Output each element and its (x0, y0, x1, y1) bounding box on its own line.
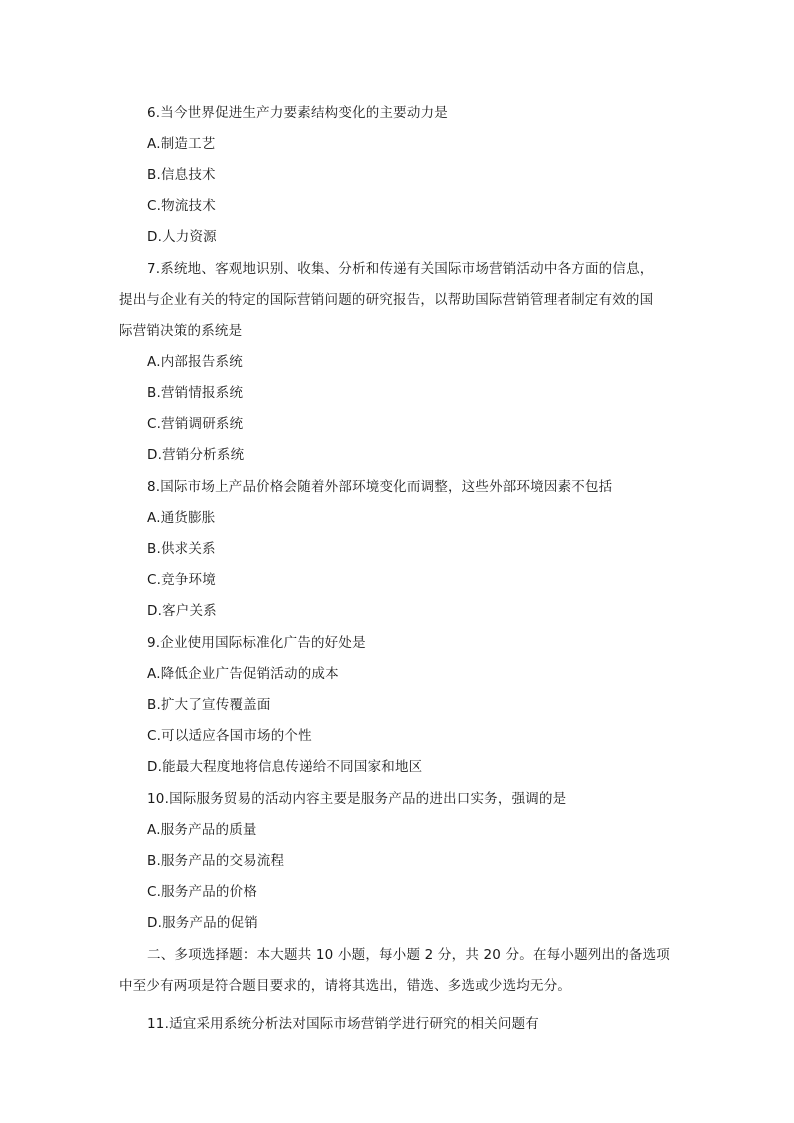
question-9-option-a: A.降低企业广告促销活动的成本 (147, 666, 339, 682)
section-2-instructions-line-2: 中至少有两项是符合题目要求的，请将其选出，错选、多选或少选均无分。 (119, 978, 572, 994)
question-9-stem: 9.企业使用国际标准化广告的好处是 (147, 635, 366, 651)
question-8-option-c: C.竞争环境 (147, 572, 216, 588)
question-9-option-c: C.可以适应各国市场的个性 (147, 728, 312, 744)
question-9-option-d: D.能最大程度地将信息传递给不同国家和地区 (147, 759, 423, 775)
question-6-option-a: A.制造工艺 (147, 136, 216, 152)
section-2-instructions-line-1: 二、多项选择题：本大题共 10 小题，每小题 2 分，共 20 分。在每小题列出的备选项 (147, 947, 670, 963)
question-6-option-d: D.人力资源 (147, 229, 217, 245)
question-10-option-a: A.服务产品的质量 (147, 822, 257, 838)
question-7-stem-line-2: 提出与企业有关的特定的国际营销问题的研究报告，以帮助国际营销管理者制定有效的国 (119, 292, 654, 308)
question-6-option-c: C.物流技术 (147, 198, 216, 214)
question-8-option-a: A.通货膨胀 (147, 510, 216, 526)
question-7-stem-line-1: 7.系统地、客观地识别、收集、分析和传递有关国际市场营销活动中各方面的信息， (147, 261, 654, 277)
question-10-option-d: D.服务产品的促销 (147, 915, 258, 931)
question-11-stem: 11.适宜采用系统分析法对国际市场营销学进行研究的相关问题有 (147, 1016, 539, 1032)
question-7-option-d: D.营销分析系统 (147, 447, 245, 463)
question-10-option-b: B.服务产品的交易流程 (147, 853, 285, 869)
question-6-stem: 6.当今世界促进生产力要素结构变化的主要动力是 (147, 105, 448, 121)
question-7-option-a: A.内部报告系统 (147, 354, 243, 370)
question-10-stem: 10.国际服务贸易的活动内容主要是服务产品的进出口实务，强调的是 (147, 791, 567, 807)
question-8-option-b: B.供求关系 (147, 541, 216, 557)
question-7-option-b: B.营销情报系统 (147, 385, 244, 401)
question-8-option-d: D.客户关系 (147, 603, 217, 619)
question-8-stem: 8.国际市场上产品价格会随着外部环境变化而调整，这些外部环境因素不包括 (147, 479, 613, 495)
question-10-option-c: C.服务产品的价格 (147, 884, 258, 900)
question-7-stem-line-3: 际营销决策的系统是 (119, 323, 243, 339)
question-6-option-b: B.信息技术 (147, 167, 216, 183)
question-7-option-c: C.营销调研系统 (147, 416, 244, 432)
question-9-option-b: B.扩大了宣传覆盖面 (147, 697, 271, 713)
